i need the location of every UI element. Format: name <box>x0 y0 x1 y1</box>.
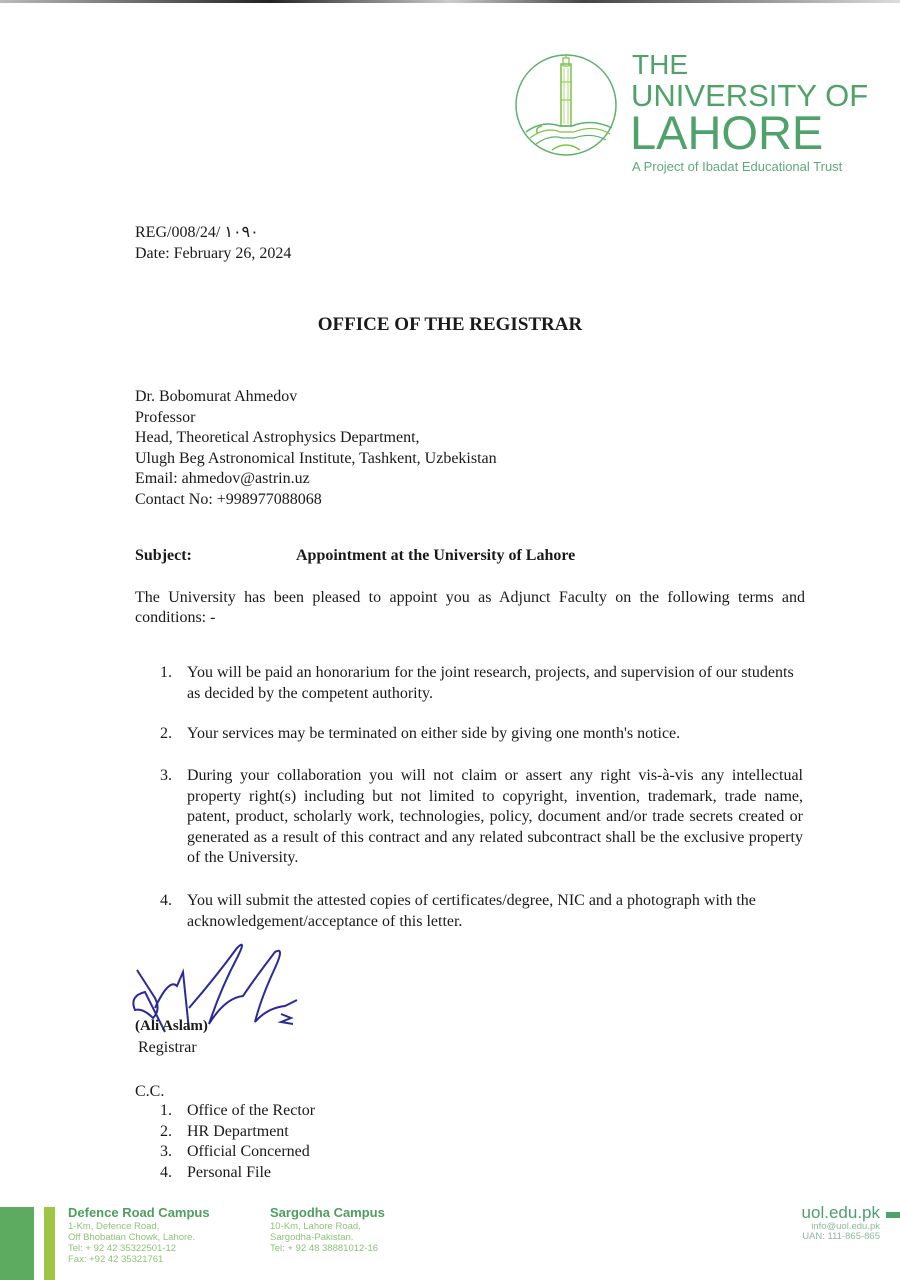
subject-text: Appointment at the University of Lahore <box>296 547 576 564</box>
campus-address-line: 10-Km, Lahore Road, <box>270 1221 361 1232</box>
cc-item <box>160 1163 315 1184</box>
footer-contact <box>802 1203 880 1242</box>
term-number: 3. <box>160 767 172 784</box>
footer-green-bar <box>0 1207 34 1280</box>
footer-campus-sargodha <box>270 1205 385 1254</box>
recipient-institute: Ulugh Beg Astronomical Institute, Tashkent, Uzbekistan <box>135 449 497 467</box>
office-title: OFFICE OF THE REGISTRAR <box>317 314 583 335</box>
footer-lime-bar <box>44 1207 55 1280</box>
email-link[interactable]: info@uol.edu.pk <box>811 1221 880 1232</box>
campus-phone: Tel: + 92 42 35322501-12 <box>68 1243 177 1254</box>
recipient-department: Head, Theoretical Astrophysics Department, <box>135 429 420 446</box>
recipient-contact: Contact No: +998977088068 <box>135 490 322 508</box>
recipient-title: Professor <box>135 408 196 426</box>
scan-edge-line <box>0 0 900 3</box>
campus-phone: Tel: + 92 48 38881012-16 <box>270 1243 379 1254</box>
term-item <box>160 891 800 932</box>
term-text: During your collaboration you will not claim or assert any right vis-à-vis any intellectual property right(s) including but not limited to copyright, invention, trademark, trade name, patent, product, scholarly work, technologies, policy, document and/or trade secrets created or generated as a result of this contract and any related subcontract shall be the exclusive property of the University. <box>187 767 803 866</box>
campus-title: Defence Road Campus <box>68 1205 210 1220</box>
cc-item <box>160 1101 315 1122</box>
intro-paragraph: The University has been pleased to appoint you as Adjunct Faculty on the following terms and conditions: - <box>135 589 805 626</box>
term-text: You will submit the attested copies of certificates/degree, NIC and a photograph with the acknowledgement/acceptance of this letter. <box>187 892 756 930</box>
campus-fax: Fax: +92 42 35321761 <box>68 1254 164 1265</box>
recipient-name: Dr. Bobomurat Ahmedov <box>135 388 298 405</box>
website-link[interactable]: uol.edu.pk <box>801 1203 880 1222</box>
logo-text-university-of: UNIVERSITY OF <box>631 78 869 113</box>
cc-number: 3. <box>160 1143 172 1160</box>
cc-item <box>160 1142 315 1163</box>
term-number: 2. <box>160 725 172 742</box>
campus-title: Sargodha Campus <box>270 1205 385 1220</box>
term-number: 1. <box>160 664 172 681</box>
campus-address-line: Sargodha-Pakistan. <box>270 1232 354 1243</box>
university-logo <box>512 50 872 180</box>
minar-e-pakistan-emblem-icon <box>512 52 620 158</box>
cc-list <box>160 1101 315 1183</box>
recipient-address <box>135 387 497 510</box>
term-item <box>160 766 803 869</box>
term-item <box>160 663 803 704</box>
logo-text-lahore: LAHORE <box>630 106 824 159</box>
term-text: You will be paid an honorarium for the joint research, projects, and supervision of our students as decided by the competent authority. <box>187 664 794 702</box>
cc-text: HR Department <box>187 1122 289 1140</box>
cc-number: 1. <box>160 1102 172 1119</box>
term-number: 4. <box>160 892 172 909</box>
subject-label: Subject: <box>135 547 192 564</box>
term-text: Your services may be terminated on either side by giving one month's notice. <box>187 725 681 742</box>
cc-label: C.C. <box>135 1083 165 1100</box>
cc-text: Personal File <box>187 1163 271 1181</box>
signatory-name: (Ali Aslam) <box>135 1018 208 1034</box>
uan-number: UAN: 111-865-865 <box>802 1231 880 1242</box>
logo-tagline: A Project of Ibadat Educational Trust <box>632 159 843 174</box>
recipient-email: Email: ahmedov@astrin.uz <box>135 470 310 487</box>
footer-accent-bar <box>886 1212 900 1218</box>
letter-date: Date: February 26, 2024 <box>135 245 292 262</box>
campus-address-line: 1-Km, Defence Road, <box>68 1221 160 1232</box>
cc-number: 2. <box>160 1122 172 1140</box>
cc-text: Official Concerned <box>187 1143 310 1160</box>
reference-number: REG/008/24/ ١٠٩٠ <box>135 224 259 241</box>
cc-number: 4. <box>160 1163 172 1181</box>
cc-item <box>160 1122 315 1143</box>
campus-address-line: Off Bhobatian Chowk, Lahore. <box>68 1232 196 1243</box>
term-item <box>160 724 803 745</box>
logo-text-the: THE <box>632 49 688 80</box>
signatory-title: Registrar <box>138 1039 197 1056</box>
cc-text: Office of the Rector <box>187 1102 316 1119</box>
footer-campus-defence-road <box>68 1205 210 1265</box>
